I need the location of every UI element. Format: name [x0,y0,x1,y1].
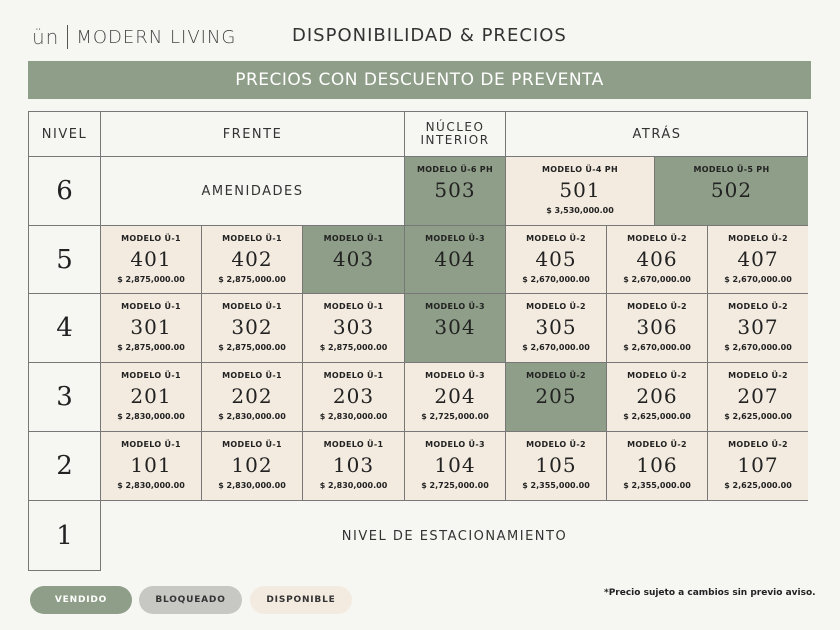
brand-name: MODERN LIVING [76,26,237,48]
unit-price: $ 2,725,000.00 [421,481,489,490]
unit-model: MODELO Ü-2 [728,371,788,380]
unit-model: MODELO Ü-2 [526,440,586,449]
unit-303[interactable] [303,294,405,363]
unit-price: $ 2,875,000.00 [117,275,185,284]
unit-102[interactable] [202,432,303,501]
unit-price: $ 2,875,000.00 [218,343,286,352]
unit-number: 201 [130,384,172,408]
unit-model: MODELO Ü-1 [323,440,384,449]
unit-number: 403 [332,247,375,271]
unit-number: 502 [710,178,753,202]
unit-model: MODELO Ü-2 [627,440,687,449]
unit-model: MODELO Ü-1 [222,234,282,243]
unit-model: MODELO Ü-1 [222,371,282,380]
unit-price: $ 2,670,000.00 [623,343,691,352]
unit-price: $ 2,670,000.00 [522,275,590,284]
unit-price: $ 2,830,000.00 [319,481,388,490]
unit-model: MODELO Ü-1 [121,302,181,311]
unit-406[interactable] [607,226,708,294]
unit-202[interactable] [202,363,303,432]
level-2: 2 [29,432,101,501]
unit-price: $ 2,830,000.00 [117,481,185,490]
unit-number: 107 [737,453,779,477]
unit-model: MODELO Ü-2 [526,302,586,311]
unit-price: $ 2,670,000.00 [724,275,792,284]
unit-price: $ 2,625,000.00 [724,412,792,421]
unit-206[interactable] [607,363,708,432]
unit-model: MODELO Ü-5 PH [693,165,770,174]
unit-number: 204 [434,384,476,408]
unit-number: 404 [434,247,476,271]
unit-number: 401 [130,247,172,271]
unit-307[interactable] [708,294,808,363]
unit-price: $ 3,530,000.00 [546,206,614,215]
unit-model: MODELO Ü-1 [121,440,181,449]
unit-205[interactable] [506,363,607,432]
unit-number: 103 [332,453,375,477]
unit-model: MODELO Ü-2 [526,371,586,380]
availability-table [28,111,808,571]
unit-number: 501 [559,178,601,202]
unit-number: 302 [231,315,273,339]
unit-model: MODELO Ü-3 [425,440,485,449]
unit-model: MODELO Ü-3 [425,371,485,380]
unit-price: $ 2,830,000.00 [218,412,286,421]
unit-number: 104 [434,453,476,477]
unit-price: $ 2,830,000.00 [319,412,388,421]
unit-106[interactable] [607,432,708,501]
unit-502[interactable] [655,157,808,226]
unit-number: 102 [231,453,273,477]
unit-107[interactable] [708,432,808,501]
unit-number: 106 [636,453,678,477]
unit-price: $ 2,875,000.00 [117,343,185,352]
unit-model: MODELO Ü-2 [526,234,586,243]
unit-model: MODELO Ü-2 [627,371,687,380]
unit-price: $ 2,670,000.00 [623,275,691,284]
unit-price: $ 2,875,000.00 [319,343,388,352]
level-1: 1 [29,501,101,571]
price-disclaimer: *Precio sujeto a cambios sin previo aviso. [604,588,816,598]
unit-402[interactable] [202,226,303,294]
unit-model: MODELO Ü-2 [728,234,788,243]
unit-model: MODELO Ü-2 [728,440,788,449]
unit-model: MODELO Ü-2 [627,302,687,311]
unit-model: MODELO Ü-1 [121,234,181,243]
unit-306[interactable] [607,294,708,363]
unit-number: 306 [636,315,678,339]
unit-price: $ 2,355,000.00 [522,481,590,490]
unit-price: $ 2,625,000.00 [623,412,691,421]
level-6: 6 [29,157,101,226]
unit-302[interactable] [202,294,303,363]
unit-number: 101 [130,453,172,477]
unit-model: MODELO Ü-1 [222,302,282,311]
unit-403[interactable] [303,226,405,294]
unit-401[interactable] [101,226,202,294]
page-title: DISPONIBILIDAD & PRECIOS [292,25,567,46]
unit-number: 407 [737,247,779,271]
unit-201[interactable] [101,363,202,432]
col-header-atras: ATRÁS [506,112,808,157]
unit-price: $ 2,670,000.00 [522,343,590,352]
unit-number: 206 [636,384,678,408]
unit-model: MODELO Ü-1 [323,302,384,311]
unit-price: $ 2,875,000.00 [218,275,286,284]
unit-model: MODELO Ü-1 [121,371,181,380]
unit-105[interactable] [506,432,607,501]
unit-model: MODELO Ü-2 [728,302,788,311]
unit-number: 202 [231,384,273,408]
unit-405[interactable] [506,226,607,294]
col-header-nucleo: NÚCLEO INTERIOR [405,112,506,157]
unit-number: 402 [231,247,273,271]
unit-price: $ 2,625,000.00 [724,481,792,490]
logo-divider [67,25,68,49]
col-header-nivel: NIVEL [29,112,101,157]
unit-model: MODELO Ü-3 [425,234,485,243]
col-header-frente: FRENTE [101,112,405,157]
unit-number: 303 [332,315,375,339]
unit-204[interactable] [405,363,506,432]
unit-model: MODELO Ü-1 [222,440,282,449]
unit-103[interactable] [303,432,405,501]
unit-price: $ 2,355,000.00 [623,481,691,490]
level-5: 5 [29,226,101,294]
unit-number: 205 [535,384,577,408]
unit-101[interactable] [101,432,202,501]
unit-503[interactable] [405,157,506,226]
unit-203[interactable] [303,363,405,432]
unit-model: MODELO Ü-4 PH [542,165,618,174]
amenities-cell: AMENIDADES [101,157,405,226]
unit-price: $ 2,830,000.00 [117,412,185,421]
unit-model: MODELO Ü-1 [323,234,384,243]
unit-number: 304 [434,315,476,339]
unit-304[interactable] [405,294,506,363]
logo-mark: ün [32,25,60,49]
unit-number: 305 [535,315,577,339]
unit-number: 105 [535,453,577,477]
unit-number: 301 [130,315,172,339]
unit-model: MODELO Ü-6 PH [417,165,493,174]
unit-301[interactable] [101,294,202,363]
unit-number: 307 [737,315,779,339]
parking-level-cell: NIVEL DE ESTACIONAMIENTO [101,501,808,571]
brand-logo [32,22,236,52]
unit-number: 203 [332,384,375,408]
unit-number: 406 [636,247,678,271]
legend-blocked: BLOQUEADO [139,586,242,614]
unit-number: 207 [737,384,779,408]
unit-305[interactable] [506,294,607,363]
legend-available: DISPONIBLE [250,586,352,614]
legend-sold: VENDIDO [30,586,132,614]
unit-104[interactable] [405,432,506,501]
unit-407[interactable] [708,226,808,294]
unit-price: $ 2,830,000.00 [218,481,286,490]
unit-501[interactable] [506,157,655,226]
level-4: 4 [29,294,101,363]
promo-banner: PRECIOS CON DESCUENTO DE PREVENTA [28,61,811,99]
unit-model: MODELO Ü-3 [425,302,485,311]
unit-price: $ 2,725,000.00 [421,412,489,421]
unit-404[interactable] [405,226,506,294]
unit-price: $ 2,670,000.00 [724,343,792,352]
unit-207[interactable] [708,363,808,432]
level-3: 3 [29,363,101,432]
unit-model: MODELO Ü-1 [323,371,384,380]
unit-number: 405 [535,247,577,271]
unit-number: 503 [434,178,476,202]
unit-model: MODELO Ü-2 [627,234,687,243]
